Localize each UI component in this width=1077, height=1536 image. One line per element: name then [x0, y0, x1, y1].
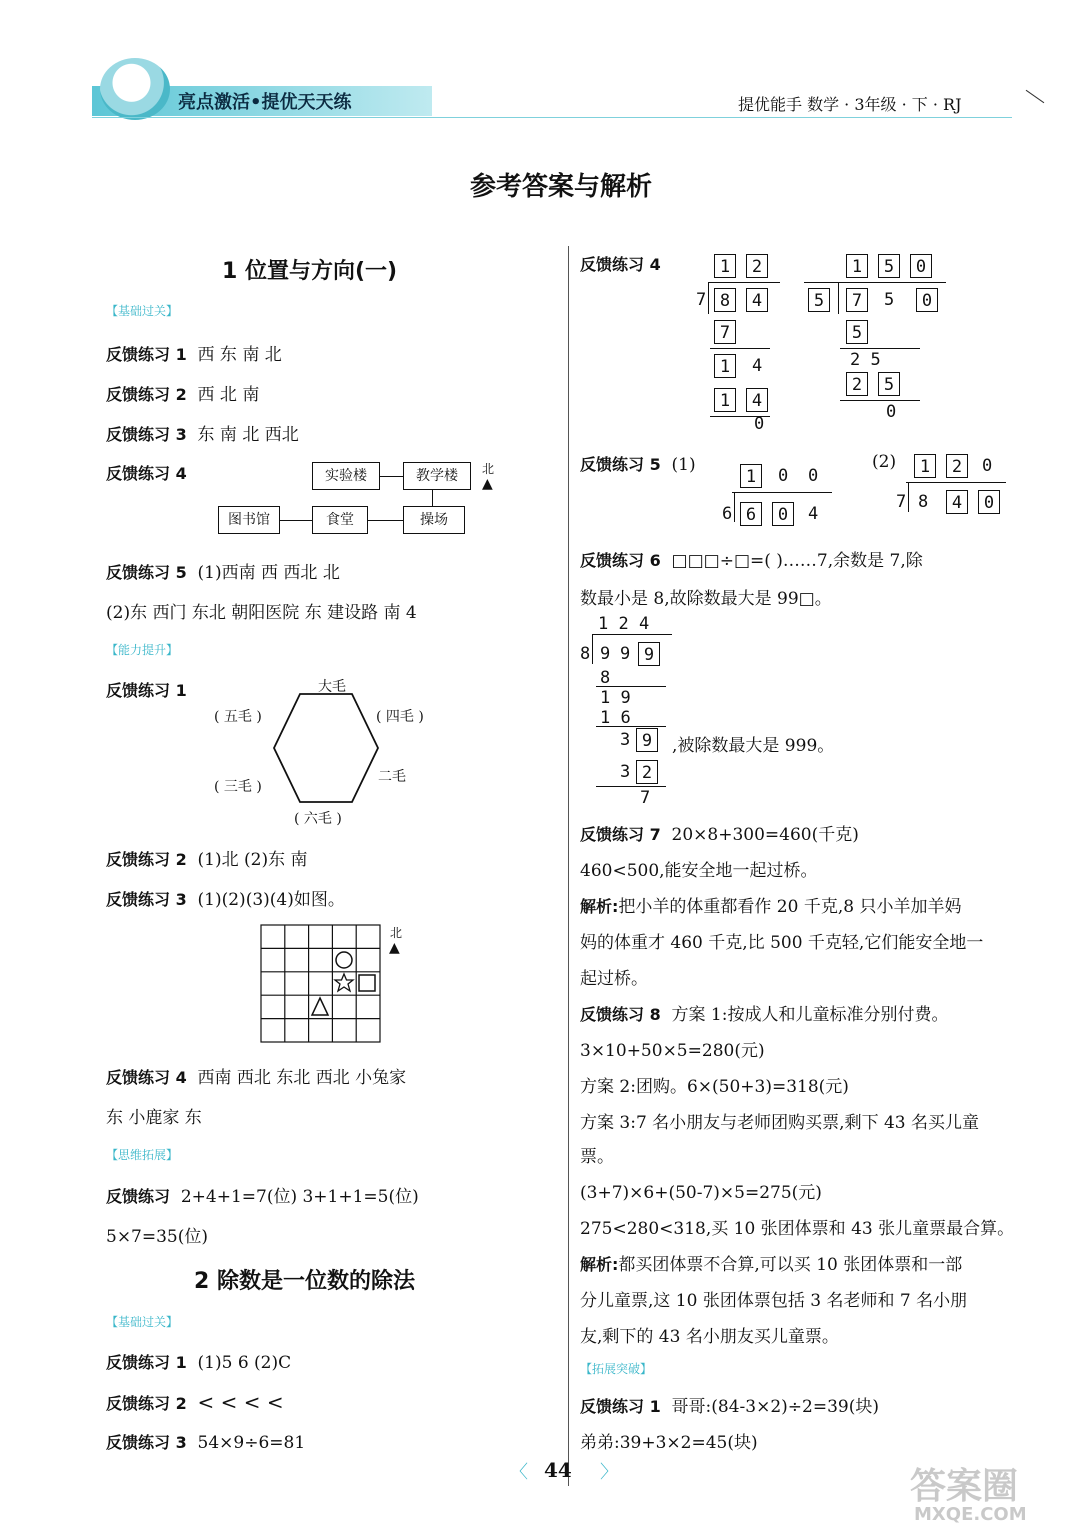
- hex-label-tl: ( 五毛 ): [214, 709, 262, 725]
- header-rule: [92, 117, 1012, 118]
- digit: 4: [752, 356, 763, 376]
- digit: 9: [620, 644, 631, 664]
- answer-line: 友,剩下的 43 名小朋友买儿童票。: [580, 1327, 839, 1347]
- hex-label-bottom: ( 六毛 ): [294, 811, 342, 827]
- division-bar: [708, 282, 780, 283]
- map-canteen: 食堂: [312, 506, 368, 534]
- map-lab: 实验楼: [312, 462, 380, 490]
- grid-north-arrow-icon: ▲: [389, 940, 400, 956]
- long-division: [804, 250, 954, 422]
- digit-box: 8: [714, 288, 736, 312]
- digit-box: 2: [846, 372, 868, 396]
- north-arrow-icon: ▲: [482, 476, 493, 492]
- division-bar: [906, 482, 1006, 483]
- answer-line: 票。: [580, 1147, 614, 1167]
- answer-line: 方案 3:7 名小朋友与老师团购买票,剩下 43 名买儿童: [580, 1113, 980, 1133]
- answer-line: 460<500,能安全地一起过桥。: [580, 861, 818, 881]
- north-label: 北: [482, 462, 495, 476]
- long-division: [578, 612, 678, 812]
- answer-line: 反馈练习 5 (1): [580, 455, 696, 475]
- answer-line: 东 小鹿家 东: [106, 1108, 202, 1128]
- square-marker-icon: [359, 975, 375, 991]
- digit-box: 7: [714, 320, 736, 344]
- digit-box: 5: [878, 372, 900, 396]
- map-connector: [432, 490, 433, 506]
- section-2-title: 2 除数是一位数的除法: [194, 1269, 415, 1294]
- division-note: ,被除数最大是 999。: [672, 736, 835, 756]
- header-right: 提优能手 数学 · 3年级 · 下 · RJ: [738, 95, 962, 114]
- digit: 0: [886, 402, 897, 422]
- divisor: 6: [722, 504, 733, 524]
- digit-box: 0: [916, 288, 938, 312]
- answer-line: 解析:都买团体票不合算,可以买 10 张团体票和一部: [580, 1255, 963, 1275]
- triangle-marker-icon: [312, 998, 328, 1015]
- step-line: [840, 348, 920, 349]
- digit: 2 5: [850, 350, 881, 370]
- answer-line: 反馈练习 3 54×9÷6=81: [106, 1433, 306, 1453]
- answer-line: 反馈练习 4 西南 西北 东北 西北 小兔家: [106, 1068, 407, 1088]
- divisor: 7: [896, 492, 907, 512]
- step-line: [840, 400, 920, 401]
- page-title: 参考答案与解析: [470, 172, 653, 202]
- header-banner-text: 亮点激活•提优天天练: [178, 92, 352, 113]
- digit-box: 5: [846, 320, 868, 344]
- answer-line: 妈的体重才 460 千克,比 500 千克轻,它们能安全地一: [580, 933, 984, 953]
- digit: 0: [982, 456, 993, 476]
- digit-box: 0: [978, 490, 1000, 514]
- digit: 4: [808, 504, 819, 524]
- digit-box: 9: [638, 642, 660, 666]
- tag-expand: 【拓展突破】: [580, 1362, 653, 1376]
- grid-north-label: 北: [390, 926, 403, 940]
- answer-line: 反馈练习 4: [580, 255, 661, 274]
- digit-box: 1: [714, 254, 736, 278]
- hexagon-diagram: [272, 692, 380, 804]
- long-division: [896, 452, 1008, 518]
- answer-line: 反馈练习 2+4+1=7(位) 3+1+1=5(位): [106, 1187, 419, 1207]
- tag-thinking: 【思维拓展】: [106, 1148, 179, 1162]
- map-teaching: 教学楼: [403, 462, 471, 490]
- digit: 0: [778, 466, 789, 486]
- answer-line: 反馈练习 8 方案 1:按成人和儿童标准分别付费。: [580, 1005, 949, 1025]
- section-1-title: 1 位置与方向(一): [222, 259, 398, 284]
- division-bar: [732, 492, 832, 493]
- hex-label-tr: ( 四毛 ): [376, 709, 424, 725]
- answer-line: 数最小是 8,故除数最大是 99□。: [580, 589, 832, 609]
- step-line: [596, 686, 666, 687]
- answer-line: 解析:把小羊的体重都看作 20 千克,8 只小羊加羊妈: [580, 897, 962, 917]
- divisor-box: 5: [808, 288, 830, 312]
- digit-box: 7: [846, 288, 868, 312]
- answer-line: (2)东 西门 东北 朝阳医院 东 建设路 南 4: [106, 603, 417, 623]
- digit: 1 2 4: [598, 614, 650, 634]
- answer-line: 分儿童票,这 10 张团体票包括 3 名老师和 7 名小朋: [580, 1291, 968, 1311]
- division-bar: [804, 282, 946, 283]
- watermark-site: MXQE.COM: [914, 1504, 1027, 1525]
- answer-line: 反馈练习 6 □□□÷□=( )……7,余数是 7,除: [580, 551, 923, 571]
- prev-page-icon[interactable]: 〈: [510, 1462, 528, 1483]
- answer-line: 反馈练习 1 (1)5 6 (2)C: [106, 1353, 292, 1373]
- division-bracket: [592, 634, 593, 664]
- answer-line: 反馈练习 1: [106, 681, 187, 700]
- answer-line: 反馈练习 4: [106, 464, 187, 483]
- digit: 1 9: [600, 688, 631, 708]
- tag-basic: 【基础过关】: [106, 304, 179, 318]
- digit: 5: [884, 290, 895, 310]
- division-bar: [592, 634, 672, 635]
- grid-diagram: [260, 924, 382, 1044]
- digit: 7: [640, 788, 651, 808]
- star-marker-icon: [335, 974, 353, 991]
- digit: 0: [808, 466, 819, 486]
- answer-line: 反馈练习 1 哥哥:(84-3×2)÷2=39(块): [580, 1397, 879, 1417]
- digit-box: 2: [746, 254, 768, 278]
- map-playground: 操场: [403, 506, 465, 534]
- hexagon-shape: [274, 694, 378, 802]
- answer-line: (3+7)×6+(50-7)×5=275(元): [580, 1183, 822, 1203]
- tag-ability: 【能力提升】: [106, 643, 179, 657]
- digit: 0: [754, 414, 765, 434]
- step-line: [710, 348, 770, 349]
- answer-line: 反馈练习 2 (1)北 (2)东 南: [106, 850, 308, 870]
- digit: 3: [620, 730, 631, 750]
- answer-line: 反馈练习 5 (1)西南 西 西北 北: [106, 563, 340, 583]
- circle-marker-icon: [336, 952, 352, 968]
- digit-box: 6: [740, 502, 762, 526]
- answer-line: 反馈练习 3 东 南 北 西北: [106, 425, 299, 445]
- tag-basic-2: 【基础过关】: [106, 1315, 179, 1329]
- answer-line: 弟弟:39+3×2=45(块): [580, 1433, 758, 1453]
- map-library: 图书馆: [218, 506, 280, 534]
- divisor: 8: [580, 644, 591, 664]
- watermark-text: 答案圈: [910, 1466, 1019, 1507]
- digit: 9: [600, 644, 611, 664]
- digit-box: 4: [746, 388, 768, 412]
- digit-box: 1: [714, 354, 736, 378]
- answer-line: 5×7=35(位): [106, 1227, 209, 1247]
- digit-box: 4: [946, 490, 968, 514]
- answer-line: 反馈练习 3 (1)(2)(3)(4)如图。: [106, 890, 345, 910]
- map-connector: [368, 520, 403, 521]
- digit-box: 4: [746, 288, 768, 312]
- map-connector: [380, 476, 403, 477]
- digit-box: 1: [846, 254, 868, 278]
- digit-box: 5: [878, 254, 900, 278]
- hex-label-bl: ( 三毛 ): [214, 779, 262, 795]
- digit-box: 0: [772, 502, 794, 526]
- hex-label-br: 二毛: [378, 769, 406, 785]
- page-number: 44: [544, 1458, 572, 1482]
- part-label: (2): [872, 452, 897, 472]
- division-bracket: [708, 282, 709, 314]
- divisor: 7: [696, 290, 707, 310]
- hex-label-top: 大毛: [318, 679, 346, 695]
- digit-box: 1: [914, 454, 936, 478]
- header-slash: [1026, 90, 1045, 103]
- next-page-icon[interactable]: 〉: [600, 1462, 618, 1483]
- digit-box: 1: [740, 464, 762, 488]
- digit: 8: [918, 492, 929, 512]
- answer-line: 275<280<318,买 10 张团体票和 43 张儿童票最合算。: [580, 1219, 1015, 1239]
- answer-line: 起过桥。: [580, 969, 648, 989]
- answer-line: 方案 2:团购。6×(50+3)=318(元): [580, 1077, 849, 1097]
- digit: 3: [620, 762, 631, 782]
- answer-line: 反馈练习 7 20×8+300=460(千克): [580, 825, 859, 845]
- digit-box: 9: [636, 728, 658, 752]
- digit: 8: [600, 668, 611, 688]
- answer-line: 反馈练习 1 西 东 南 北: [106, 345, 282, 365]
- watermark-logo: [900, 1458, 1060, 1528]
- map-diagram: [210, 456, 510, 540]
- answer-line: 反馈练习 2 < < < <: [106, 1390, 284, 1414]
- answer-line: 反馈练习 2 西 北 南: [106, 385, 260, 405]
- division-bracket: [734, 492, 735, 522]
- digit-box: 0: [910, 254, 932, 278]
- long-division: [722, 462, 832, 532]
- column-divider: [568, 246, 569, 1486]
- digit: 1 6: [600, 708, 631, 728]
- digit-box: 1: [714, 388, 736, 412]
- map-connector: [280, 520, 312, 521]
- long-division: [696, 250, 786, 432]
- division-bracket: [908, 482, 909, 512]
- digit-box: 2: [946, 454, 968, 478]
- step-line: [596, 786, 666, 787]
- division-bracket: [838, 282, 839, 314]
- answer-line: 3×10+50×5=280(元): [580, 1041, 765, 1061]
- digit-box: 2: [636, 760, 658, 784]
- step-line: [596, 726, 666, 727]
- mascot-logo: [100, 58, 170, 120]
